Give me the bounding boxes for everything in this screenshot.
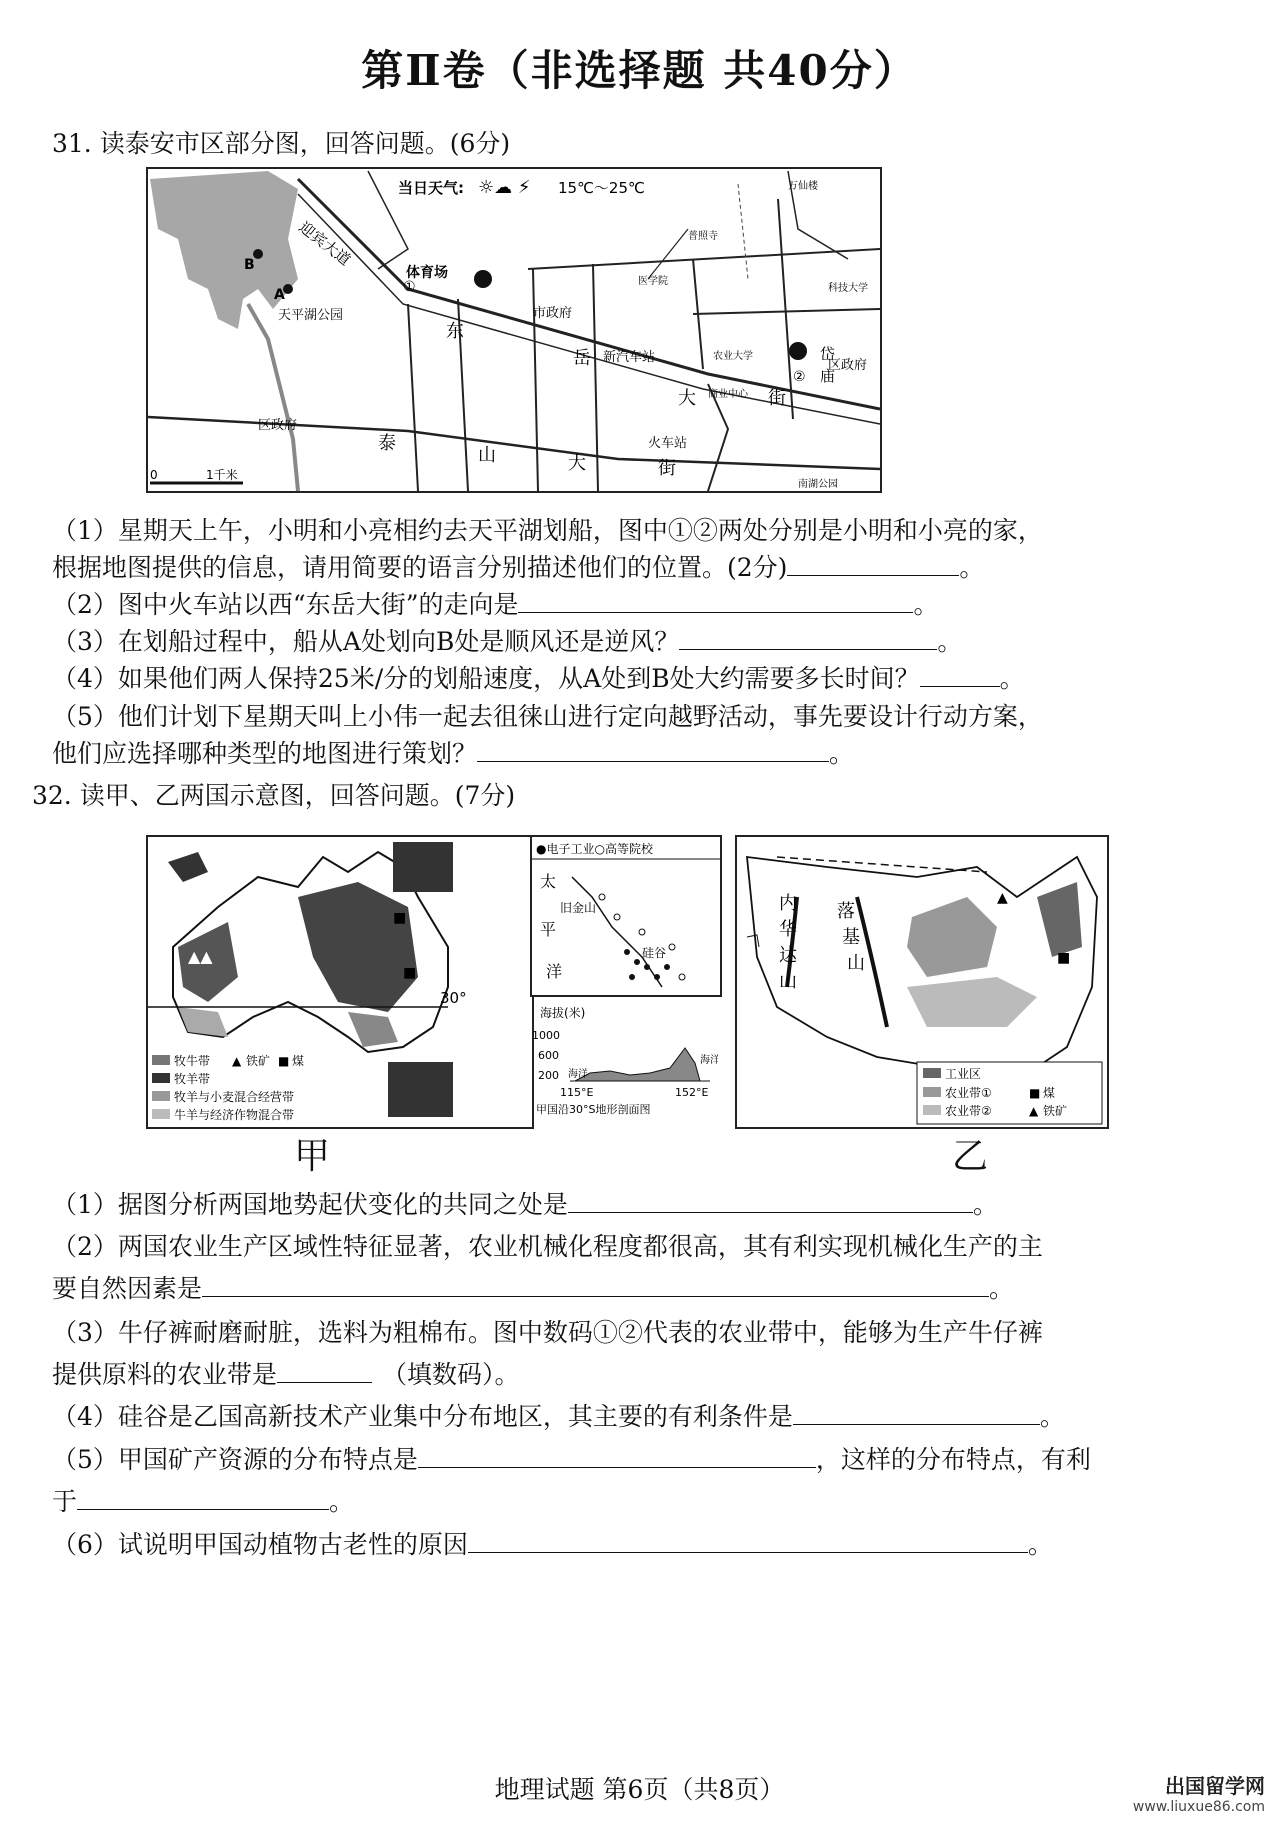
legend-industrial: 工业区 (945, 1067, 982, 1081)
map-jia (146, 835, 534, 1129)
terrain-profile (530, 993, 718, 1125)
answer-blank-31-1[interactable] (787, 551, 959, 576)
rocky-1: 落 (837, 901, 855, 922)
legend-coal-icon: ■ (1029, 1086, 1041, 1100)
weather-temp: 15℃～25℃ (558, 179, 645, 197)
q32-item1 (52, 1188, 998, 1222)
agri-univ-label: 农业大学 (713, 351, 753, 362)
legend-swatch-ag1 (923, 1087, 941, 1097)
answer-blank-32-4[interactable] (793, 1400, 1040, 1425)
answer-blank-32-6[interactable] (468, 1528, 1028, 1553)
q31-item4-text: （4）如果他们两人保持25米/分的划船速度，从A处到B处大约需要多长时间？ (52, 664, 920, 693)
nevada-3: 达 (779, 945, 797, 966)
q32-item6-text: （6）试说明甲国动植物古老性的原因 (52, 1530, 468, 1559)
dongyue-3: 大 (678, 388, 696, 409)
q31-item1-text: 根据地图提供的信息，请用简要的语言分别描述他们的位置。(2分) (52, 553, 788, 582)
xtick-152: 152°E (675, 1086, 709, 1099)
coal-icon: ■ (393, 910, 407, 926)
map-yi-svg (737, 837, 1107, 1127)
end-mark: 。 (989, 1274, 1015, 1303)
ocean-right: 海洋 (700, 1055, 718, 1066)
end-mark: 。 (972, 1190, 998, 1219)
rocky-3: 山 (847, 953, 865, 974)
legend-coal: 煤 (292, 1054, 305, 1068)
legend-iron: 铁矿 (1043, 1104, 1068, 1118)
coal-icon: ■ (403, 965, 417, 981)
profile-title: 甲国沿30°S地形剖面图 (536, 1103, 651, 1116)
q32-item2-line2 (52, 1272, 1014, 1306)
puzhao-label: 普照寺 (688, 231, 718, 242)
city-map-svg (148, 169, 880, 491)
legend-ag1: 农业带① (945, 1086, 992, 1100)
legend-iron-icon: ▲ (1029, 1104, 1039, 1118)
ytick-200: 200 (538, 1069, 559, 1082)
q31-item3 (52, 625, 962, 659)
legend-cash: 牛羊与经济作物混合带 (174, 1108, 295, 1122)
inset-svg (532, 837, 720, 995)
q31-item5-line1: （5）他们计划下星期天叫上小伟一起去徂徕山进行定向越野活动，事先要设计行动方案， (52, 702, 1043, 731)
legend-ag2: 农业带② (945, 1104, 992, 1118)
profile-svg (530, 993, 718, 1125)
medical-label: 医学院 (638, 276, 668, 287)
road-dash (738, 184, 748, 279)
q31-item2-text: （2）图中火车站以西“东岳大街”的走向是 (52, 590, 519, 619)
taishan-4: 街 (658, 458, 676, 479)
home1-label: ① (403, 279, 416, 295)
river (248, 304, 298, 491)
home2-label: ② (793, 369, 806, 385)
caption-jia: 甲 (294, 1136, 331, 1177)
wanxian-label: 万仙楼 (788, 181, 818, 192)
point-a: A (274, 287, 285, 303)
q31-item2 (52, 588, 939, 622)
road-curve (708, 384, 728, 491)
answer-blank-32-1[interactable] (568, 1188, 973, 1213)
q32-item3-text: 提供原料的农业带是 (52, 1360, 278, 1389)
train-station-label: 火车站 (648, 436, 688, 451)
college-dots (599, 894, 685, 980)
question-31-stem: 31. 读泰安市区部分图，回答问题。(6分) (52, 129, 511, 158)
lat-label: 30° (440, 989, 467, 1007)
answer-blank-32-3[interactable] (277, 1358, 372, 1383)
q32-item3-line1: （3）牛仔裤耐磨耐脏，选料为粗棉布。图中数码①②代表的农业带中，能够为生产牛仔裤 (52, 1318, 1043, 1347)
daimiao-1: 岱 (820, 345, 836, 363)
coal-icon: ■ (1057, 950, 1071, 966)
legend-swatch-cattle (152, 1055, 170, 1065)
page-footer: 地理试题 第6页（共8页） (494, 1775, 785, 1804)
watermark-cn: 出国留学网 (1165, 1774, 1265, 1798)
q32-item3-tail: （填数码）。 (382, 1360, 520, 1389)
q32-item2-text: 要自然因素是 (52, 1274, 203, 1303)
legend-swatch-cash (152, 1109, 170, 1119)
inset-sf: 旧金山 (560, 901, 597, 915)
iron-ore-icon: ▲▲ (188, 947, 213, 966)
park-label: 天平湖公园 (278, 308, 344, 323)
inset-legend: ●电子工业○高等院校 (536, 842, 653, 856)
inset-silicon: 硅谷 (642, 946, 667, 960)
q32-item5-yu: 于 (52, 1487, 78, 1516)
legend-sheep: 牧羊带 (174, 1072, 211, 1086)
nanhu-label: 南湖公园 (798, 479, 838, 490)
daimiao-icon (789, 342, 807, 360)
answer-blank-32-5a[interactable] (418, 1443, 816, 1468)
inset-ping: 平 (540, 920, 557, 939)
q32-item1-text: （1）据图分析两国地势起伏变化的共同之处是 (52, 1190, 568, 1219)
shangye-label: 商业中心 (708, 389, 748, 400)
gym-icon (474, 270, 492, 288)
q31-item5-line2 (52, 737, 854, 771)
taishan-1: 泰 (378, 433, 396, 454)
q32-item2-line1: （2）两国农业生产区域性特征显著，农业机械化程度都很高，其有利实现机械化生产的主 (52, 1232, 1043, 1261)
ytick-1000: 1000 (532, 1029, 560, 1042)
gym-label: 体育场 (406, 265, 448, 281)
ytick-600: 600 (538, 1049, 559, 1062)
tech-univ-label: 科技大学 (828, 283, 868, 294)
legend-coal-icon: ■ (278, 1054, 290, 1068)
map-yi (735, 835, 1109, 1129)
taian-city-map (146, 167, 882, 493)
nevada-1: 内 (779, 893, 797, 914)
q31-item4 (52, 662, 1025, 696)
question-32-stem: 32. 读甲、乙两国示意图，回答问题。(7分) (32, 781, 516, 810)
q32-item5-line1 (52, 1443, 1091, 1477)
district-gov-left: 区政府 (258, 418, 298, 433)
answer-blank-32-5b[interactable] (77, 1485, 329, 1510)
daimiao-2: 庙 (820, 367, 836, 385)
weather-label: 当日天气: (398, 179, 464, 197)
q32-item4-text: （4）硅谷是乙国高新技术产业集中分布地区，其主要的有利条件是 (52, 1402, 793, 1431)
dongyue-1: 东 (446, 321, 464, 342)
end-mark: 。 (329, 1487, 355, 1516)
end-mark: 。 (829, 739, 855, 768)
answer-blank-31-5[interactable] (477, 737, 829, 762)
scale-label: 1千米 (206, 468, 238, 482)
weather-icon: ☼☁ ⚡ (478, 177, 531, 198)
xtick-115: 115°E (560, 1086, 594, 1099)
legend-coal: 煤 (1043, 1086, 1056, 1100)
end-mark: 。 (913, 590, 939, 619)
dongyue-2: 岳 (573, 348, 591, 369)
watermark-url: www.liuxue86.com (1132, 1799, 1265, 1815)
district-gov-right: 区政府 (828, 358, 868, 373)
scale-zero: 0 (150, 468, 158, 482)
legend-sheep-wheat: 牧羊与小麦混合经营带 (174, 1090, 295, 1104)
q32-item3-line2 (52, 1358, 520, 1392)
iron-ore-icon: ▲ (997, 890, 1008, 906)
answer-blank-32-2[interactable] (202, 1272, 989, 1297)
site-watermark (1133, 1770, 1265, 1815)
point-b: B (244, 257, 255, 273)
inset-yang: 洋 (546, 962, 563, 981)
profile-shape (575, 1048, 700, 1081)
answer-blank-31-3[interactable] (679, 625, 937, 650)
end-mark: 。 (1027, 1530, 1053, 1559)
q32-item5-line2 (52, 1485, 354, 1519)
inset-tai: 太 (540, 872, 557, 891)
q31-item1-line1: （1）星期天上午，小明和小亮相约去天平湖划船，图中①②两处分别是小明和小亮的家， (52, 516, 1043, 545)
section-title: 第Ⅱ卷（非选择题 共40分） (361, 46, 918, 95)
photo-top-left (168, 852, 208, 882)
nevada-4: 山 (779, 971, 797, 992)
road-yingbin-label: 迎宾大道 (295, 217, 354, 270)
usa-outline (747, 857, 1097, 1087)
q32-item6 (52, 1528, 1053, 1562)
photo-bottom-right (388, 1062, 453, 1117)
q32-item5-mid: ，这样的分布特点，有利 (815, 1445, 1091, 1474)
nevada-2: 华 (779, 919, 797, 940)
q32-item4 (52, 1400, 1065, 1434)
legend-swatch-sheep-wheat (152, 1091, 170, 1101)
map-jia-svg (148, 837, 532, 1127)
tianping-lake (150, 171, 298, 329)
taishan-2: 山 (478, 445, 496, 466)
road-v3 (533, 269, 538, 491)
q31-item1-line2 (52, 551, 984, 585)
ocean-left: 海洋 (568, 1069, 588, 1080)
road-h1 (528, 249, 880, 269)
answer-blank-31-4[interactable] (920, 662, 1000, 687)
end-mark: 。 (1039, 1402, 1065, 1431)
road-small (648, 229, 688, 279)
photo-top-right (393, 842, 453, 892)
profile-ylabel: 海拔(米) (540, 1006, 586, 1020)
end-mark: 。 (937, 627, 963, 656)
inset-silicon-valley (530, 835, 722, 997)
legend-swatch-industrial (923, 1068, 941, 1078)
road-v1 (408, 304, 418, 491)
bus-station-label: 新汽车站 (603, 350, 656, 365)
legend-iron: 铁矿 (246, 1054, 271, 1068)
legend-swatch-ag2 (923, 1105, 941, 1115)
end-mark: 。 (999, 664, 1025, 693)
coastline (572, 877, 662, 987)
caption-yi: 乙 (952, 1136, 989, 1177)
dongyue-4: 街 (768, 388, 786, 409)
legend-swatch-sheep (152, 1073, 170, 1083)
legend-iron-icon: ▲ (232, 1054, 242, 1068)
end-mark: 。 (959, 553, 985, 582)
q31-item5-text: 他们应选择哪种类型的地图进行策划？ (52, 739, 478, 768)
taishan-3: 大 (568, 453, 586, 474)
road-main-edge (295, 194, 880, 424)
city-gov-label: 市政府 (533, 306, 573, 321)
answer-blank-31-2[interactable] (518, 588, 913, 613)
q31-item3-text: （3）在划船过程中，船从A处划向B处是顺风还是逆风？ (52, 627, 680, 656)
rocky-2: 基 (842, 927, 860, 948)
q32-item5-text: （5）甲国矿产资源的分布特点是 (52, 1445, 418, 1474)
road-v6 (778, 199, 793, 419)
legend-cattle: 牧牛带 (174, 1054, 211, 1068)
